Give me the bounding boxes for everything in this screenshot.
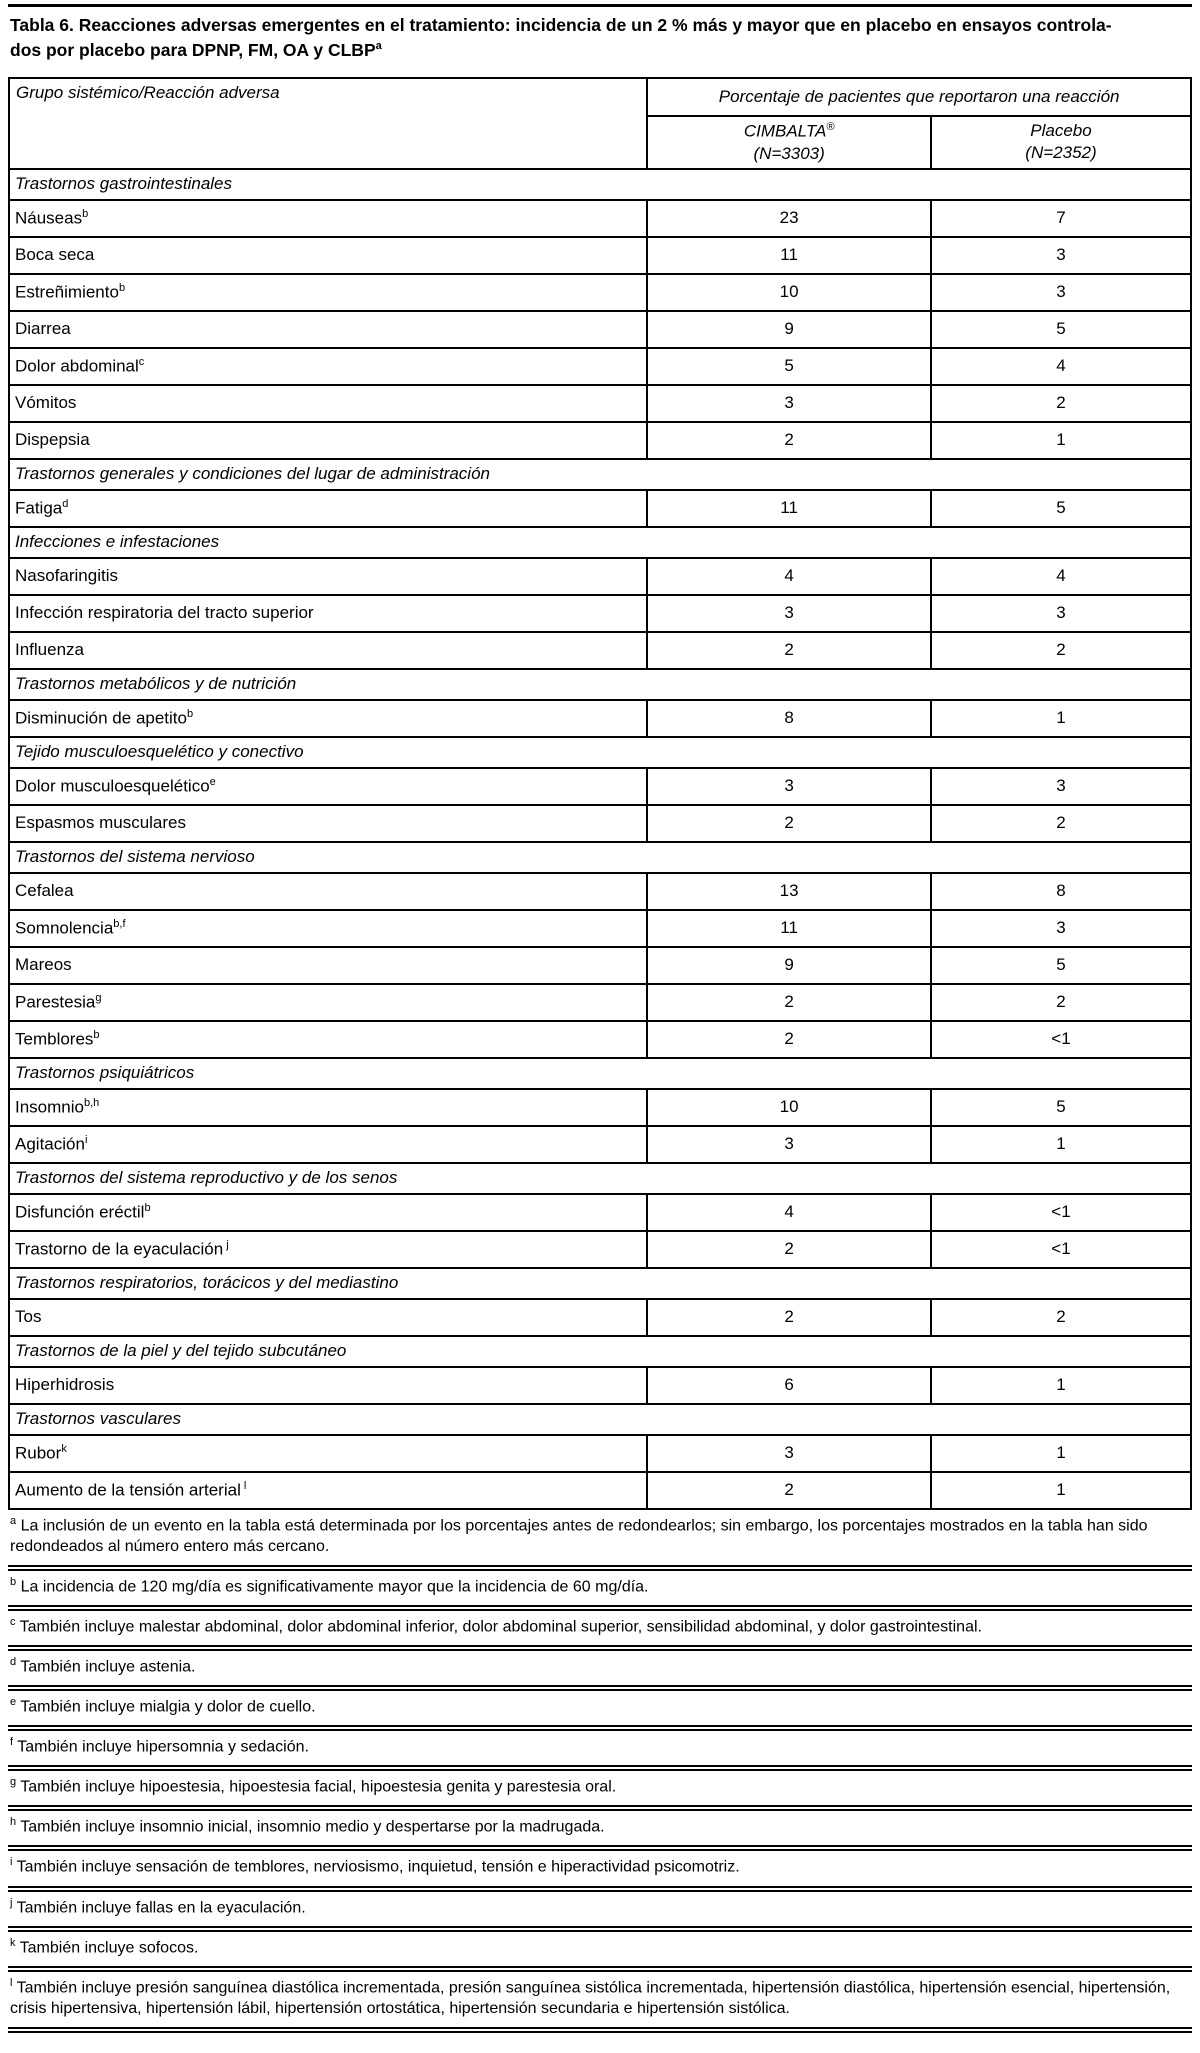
footnote-marker: j bbox=[10, 1896, 13, 1909]
placebo-value: <1 bbox=[931, 1021, 1191, 1058]
table-row bbox=[9, 632, 1191, 669]
cimbalta-value: 3 bbox=[647, 1126, 931, 1163]
cimbalta-value: 3 bbox=[647, 1435, 931, 1472]
footnote-marker: b bbox=[186, 707, 194, 720]
cimbalta-value: 2 bbox=[647, 422, 931, 459]
footnote-marker: d bbox=[62, 497, 69, 510]
section-row bbox=[9, 1336, 1191, 1367]
reaction-label: Hiperhidrosis bbox=[9, 1367, 647, 1404]
footnote-marker: b,f bbox=[113, 917, 126, 930]
footnote-l: $^l$ También incluye presión sanguínea diastólica incrementada, presión sanguínea sistólica incrementada, hipertensión diastólica, hipertensión esencial, hipertensión, crisis hipertensiva, hipertensión lábil, hipertensión ortostática, hipertensión secundaria e hipertensión sistólica. bbox=[10, 1976, 1171, 2017]
placebo-name: Placebo bbox=[1030, 121, 1092, 141]
section-row bbox=[9, 1268, 1191, 1299]
reaction-label: Disfunción eréctil$^b$ bbox=[9, 1194, 647, 1231]
footnote-marker: e bbox=[10, 1695, 17, 1708]
table-row bbox=[9, 1126, 1191, 1163]
table-row bbox=[9, 984, 1191, 1021]
cimbalta-value: 11 bbox=[647, 910, 931, 947]
section-label: Trastornos gastrointestinales bbox=[9, 169, 1191, 200]
table-row bbox=[9, 947, 1191, 984]
reaction-label: Parestesia$^g$ bbox=[9, 984, 647, 1021]
footnote-g: $^g$ También incluye hipoestesia, hipoestesia facial, hipoestesia genita y parestesia oral. bbox=[10, 1776, 617, 1796]
footnote-marker: k bbox=[61, 1442, 67, 1455]
table-row bbox=[9, 558, 1191, 595]
footnote-b: $^b$ La incidencia de 120 mg/día es significativamente mayor que la incidencia de 60 mg/día. bbox=[10, 1575, 649, 1595]
placebo-n: (N=2352) bbox=[1025, 143, 1097, 163]
section-row bbox=[9, 669, 1191, 700]
header-row-1 bbox=[9, 78, 1191, 116]
footnote-marker: a bbox=[10, 1514, 17, 1527]
footnote-marker: i bbox=[10, 1856, 13, 1869]
section-label: Trastornos de la piel y del tejido subcutáneo bbox=[9, 1336, 1191, 1367]
footnote-marker: e bbox=[209, 775, 216, 788]
reaction-label: Mareos bbox=[9, 947, 647, 984]
section-row bbox=[9, 1163, 1191, 1194]
placebo-value: 3 bbox=[931, 768, 1191, 805]
reaction-label: Cefalea bbox=[9, 873, 647, 910]
section-row bbox=[9, 1404, 1191, 1435]
table-row bbox=[9, 595, 1191, 632]
cimbalta-value: 5 bbox=[647, 348, 931, 385]
placebo-value: 2 bbox=[931, 1299, 1191, 1336]
reaction-label: Agitación$^i$ bbox=[9, 1126, 647, 1163]
table-row bbox=[9, 348, 1191, 385]
section-row bbox=[9, 842, 1191, 873]
placebo-value: 3 bbox=[931, 595, 1191, 632]
footnote-marker: l bbox=[10, 1976, 13, 1989]
placebo-value: 2 bbox=[931, 805, 1191, 842]
section-label: Trastornos del sistema reproductivo y de los senos bbox=[9, 1163, 1191, 1194]
table-row bbox=[9, 237, 1191, 274]
table-row bbox=[9, 873, 1191, 910]
table-row bbox=[9, 200, 1191, 237]
placebo-value: 3 bbox=[931, 910, 1191, 947]
column-header-group: Grupo sistémico/Reacción adversa bbox=[9, 78, 647, 169]
reaction-label: Temblores$^b$ bbox=[9, 1021, 647, 1058]
cimbalta-value: 3 bbox=[647, 385, 931, 422]
placebo-value: 1 bbox=[931, 422, 1191, 459]
title-line-2: dos por placebo para DPNP, FM, OA y CLBP bbox=[10, 40, 376, 61]
footnote-marker: j bbox=[223, 1238, 229, 1251]
column-header-cimbalta bbox=[647, 116, 931, 169]
section-row bbox=[9, 737, 1191, 768]
section-label: Trastornos psiquiátricos bbox=[9, 1058, 1191, 1089]
cimbalta-value: 10 bbox=[647, 1089, 931, 1126]
footnote-j: $^j$ También incluye fallas en la eyaculación. bbox=[10, 1896, 306, 1916]
table-row bbox=[9, 700, 1191, 737]
table-title bbox=[10, 13, 1192, 64]
title-line-1: Tabla 6. Reacciones adversas emergentes en el tratamiento: incidencia de un 2 % más y mayor que en placebo en ensayos controla- bbox=[10, 15, 1112, 35]
placebo-value: 7 bbox=[931, 200, 1191, 237]
cimbalta-value: 4 bbox=[647, 1194, 931, 1231]
table-row bbox=[9, 1089, 1191, 1126]
reaction-label: Vómitos bbox=[9, 385, 647, 422]
placebo-value: 2 bbox=[931, 385, 1191, 422]
table-row bbox=[9, 422, 1191, 459]
footnote-marker: b bbox=[93, 1028, 100, 1041]
table-header bbox=[9, 78, 1191, 169]
cimbalta-value: 11 bbox=[647, 490, 931, 527]
reaction-label: Dolor musculoesquelético$^e$ bbox=[9, 768, 647, 805]
table-row bbox=[9, 1435, 1191, 1472]
reaction-label: Somnolencia$^{b,f}$ bbox=[9, 910, 647, 947]
placebo-value: 1 bbox=[931, 1367, 1191, 1404]
reaction-label: Insomnio$^{b,h}$ bbox=[9, 1089, 647, 1126]
cimbalta-value: 9 bbox=[647, 311, 931, 348]
cimbalta-value: 2 bbox=[647, 632, 931, 669]
footnotes bbox=[8, 1510, 1192, 2033]
table-row bbox=[9, 910, 1191, 947]
placebo-value: 2 bbox=[931, 984, 1191, 1021]
reaction-label: Nasofaringitis bbox=[9, 558, 647, 595]
reaction-label: Fatiga$^d$ bbox=[9, 490, 647, 527]
section-label: Infecciones e infestaciones bbox=[9, 527, 1191, 558]
reaction-label: Náuseas$^b$ bbox=[9, 200, 647, 237]
table-row bbox=[9, 490, 1191, 527]
section-row bbox=[9, 1058, 1191, 1089]
section-row bbox=[9, 169, 1191, 200]
footnote-marker: c bbox=[10, 1615, 16, 1628]
footnote-f: $^f$ También incluye hipersomnia y sedación. bbox=[10, 1736, 309, 1756]
cimbalta-value: 2 bbox=[647, 1021, 931, 1058]
placebo-value: 4 bbox=[931, 558, 1191, 595]
section-label: Trastornos generales y condiciones del lugar de administración bbox=[9, 459, 1191, 490]
footnote-marker: g bbox=[10, 1776, 17, 1789]
footnote-marker: d bbox=[10, 1655, 17, 1668]
cimbalta-value: 2 bbox=[647, 1472, 931, 1509]
title-footnote-marker: a bbox=[375, 40, 382, 53]
cimbalta-value: 6 bbox=[647, 1367, 931, 1404]
cimbalta-value: 4 bbox=[647, 558, 931, 595]
placebo-value: 1 bbox=[931, 1435, 1191, 1472]
adverse-reactions-table bbox=[8, 77, 1192, 1510]
footnote-e: $^e$ También incluye mialgia y dolor de cuello. bbox=[10, 1695, 316, 1716]
cimbalta-value: 23 bbox=[647, 200, 931, 237]
section-label: Trastornos respiratorios, torácicos y del mediastino bbox=[9, 1268, 1191, 1299]
footnote-marker: f bbox=[10, 1736, 14, 1749]
registered-trademark-icon: ® bbox=[826, 120, 835, 133]
reaction-label: Rubor$^k$ bbox=[9, 1435, 647, 1472]
reaction-label: Tos bbox=[9, 1299, 647, 1336]
section-row bbox=[9, 459, 1191, 490]
reaction-label: Boca seca bbox=[9, 237, 647, 274]
placebo-value: 2 bbox=[931, 632, 1191, 669]
footnote-marker: b bbox=[10, 1575, 17, 1588]
table-row bbox=[9, 805, 1191, 842]
reaction-label: Estreñimiento$^b$ bbox=[9, 274, 647, 311]
reaction-label: Disminución de apetito$^b$ bbox=[9, 700, 647, 737]
footnote-k: $^k$ También incluye sofocos. bbox=[10, 1936, 199, 1956]
footnote-marker: b bbox=[118, 281, 126, 294]
footnote-marker: l bbox=[240, 1479, 247, 1492]
footnote-i: $^i$ También incluye sensación de temblores, nerviosismo, inquietud, tensión e hiperactividad psicomotriz. bbox=[10, 1856, 740, 1876]
table-row bbox=[9, 1021, 1191, 1058]
table-row bbox=[9, 1367, 1191, 1404]
reaction-label: Trastorno de la eyaculación $^j$ bbox=[9, 1231, 647, 1268]
footnote-end-rule bbox=[8, 2027, 1192, 2033]
cimbalta-value: 2 bbox=[647, 805, 931, 842]
reaction-label: Dolor abdominal$^c$ bbox=[9, 348, 647, 385]
footnote-marker: b bbox=[82, 207, 89, 220]
table-row bbox=[9, 385, 1191, 422]
reaction-label: Diarrea bbox=[9, 311, 647, 348]
section-label: Trastornos vasculares bbox=[9, 1404, 1191, 1435]
section-row bbox=[9, 527, 1191, 558]
footnote-h: $^h$ También incluye insomnio inicial, insomnio medio y despertarse por la madrugada. bbox=[10, 1816, 605, 1836]
placebo-value: 1 bbox=[931, 1126, 1191, 1163]
section-label: Trastornos del sistema nervioso bbox=[9, 842, 1191, 873]
placebo-value: 1 bbox=[931, 700, 1191, 737]
footnote-marker: k bbox=[10, 1936, 16, 1949]
reaction-label: Influenza bbox=[9, 632, 647, 669]
footnote-marker: c bbox=[138, 355, 145, 368]
placebo-value: 8 bbox=[931, 873, 1191, 910]
cimbalta-n: (N=3303) bbox=[753, 143, 825, 163]
cimbalta-value: 11 bbox=[647, 237, 931, 274]
top-rule bbox=[8, 4, 1192, 7]
table-body bbox=[9, 169, 1191, 1509]
footnote-marker: g bbox=[95, 991, 102, 1004]
footnote-c: $^c$ También incluye malestar abdominal, dolor abdominal inferior, dolor abdominal superior, sensibilidad abdominal, y dolor gastrointestinal. bbox=[10, 1615, 982, 1635]
cimbalta-value: 3 bbox=[647, 768, 931, 805]
placebo-value: 5 bbox=[931, 311, 1191, 348]
cimbalta-value: 3 bbox=[647, 595, 931, 632]
footnote-marker: h bbox=[10, 1816, 17, 1829]
table-row bbox=[9, 768, 1191, 805]
placebo-value: 3 bbox=[931, 274, 1191, 311]
placebo-value: <1 bbox=[931, 1231, 1191, 1268]
placebo-value: 1 bbox=[931, 1472, 1191, 1509]
cimbalta-value: 2 bbox=[647, 1231, 931, 1268]
table-row bbox=[9, 1231, 1191, 1268]
table-row bbox=[9, 1299, 1191, 1336]
cimbalta-value: 10 bbox=[647, 274, 931, 311]
document-page bbox=[0, 4, 1200, 2033]
placebo-value: 4 bbox=[931, 348, 1191, 385]
cimbalta-value: 13 bbox=[647, 873, 931, 910]
placebo-value: 5 bbox=[931, 1089, 1191, 1126]
table-row bbox=[9, 311, 1191, 348]
reaction-label: Infección respiratoria del tracto superior bbox=[9, 595, 647, 632]
footnote-marker: b bbox=[144, 1201, 151, 1214]
table-row bbox=[9, 1472, 1191, 1509]
placebo-value: 3 bbox=[931, 237, 1191, 274]
cimbalta-value: 9 bbox=[647, 947, 931, 984]
table-row bbox=[9, 274, 1191, 311]
table-row bbox=[9, 1194, 1191, 1231]
footnote-a: $^a$ La inclusión de un evento en la tabla está determinada por los porcentajes antes de redondearlos; sin embargo, los porcentajes mostrados en la tabla han sido redondeados al número entero más cercano. bbox=[10, 1514, 1148, 1555]
reaction-label: Aumento de la tensión arterial $^l$ bbox=[9, 1472, 647, 1509]
cimbalta-value: 2 bbox=[647, 984, 931, 1021]
column-header-placebo bbox=[931, 116, 1191, 169]
reaction-label: Dispepsia bbox=[9, 422, 647, 459]
footnote-d: $^d$ También incluye astenia. bbox=[10, 1655, 196, 1676]
section-label: Trastornos metabólicos y de nutrición bbox=[9, 669, 1191, 700]
section-label: Tejido musculoesquelético y conectivo bbox=[9, 737, 1191, 768]
cimbalta-value: 2 bbox=[647, 1299, 931, 1336]
placebo-value: 5 bbox=[931, 947, 1191, 984]
cimbalta-name: CIMBALTA bbox=[743, 121, 827, 141]
placebo-value: <1 bbox=[931, 1194, 1191, 1231]
placebo-value: 5 bbox=[931, 490, 1191, 527]
reaction-label: Espasmos musculares bbox=[9, 805, 647, 842]
column-header-percent-span: Porcentaje de pacientes que reportaron una reacción bbox=[647, 78, 1191, 116]
footnote-marker: b,h bbox=[83, 1096, 100, 1109]
cimbalta-value: 8 bbox=[647, 700, 931, 737]
footnote-marker: i bbox=[84, 1133, 88, 1146]
